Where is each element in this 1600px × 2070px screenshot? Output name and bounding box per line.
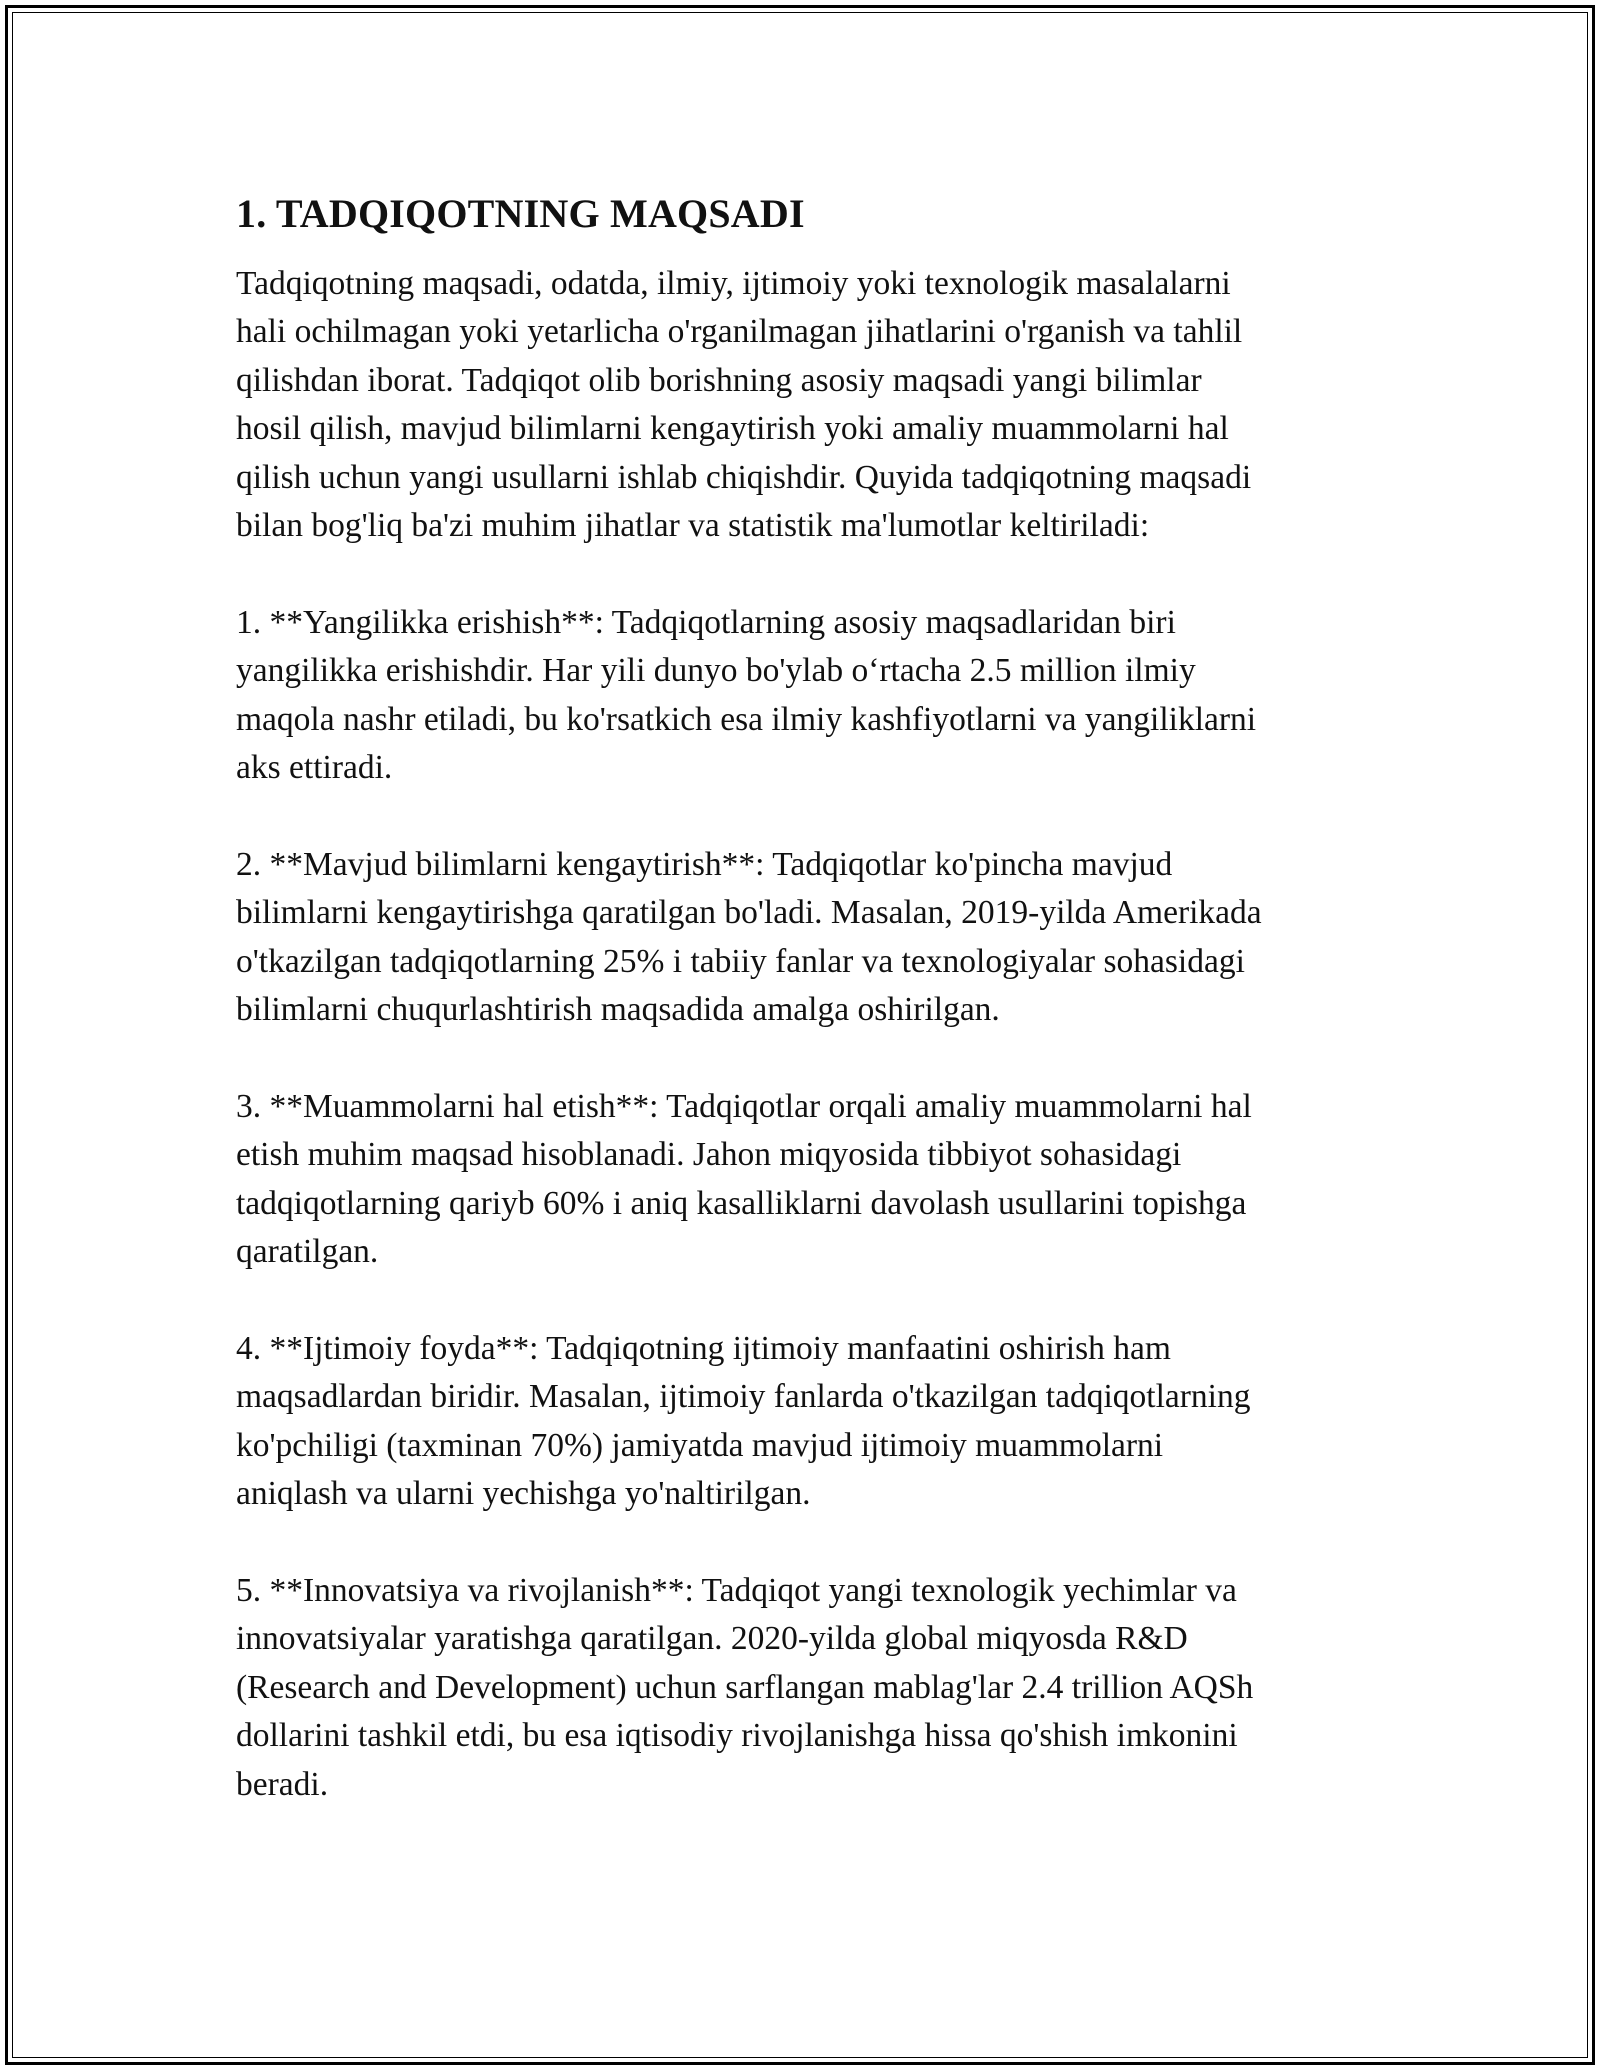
list-item: 3. **Muammolarni hal etish**: Tadqiqotlar orqali amaliy muammolarni hal etish muhim maqsad hisoblanadi. Jahon miqyosida tibbiyot sohasidagi tadqiqotlarning qariyb 60% i aniq kasalliklarni davolash usullarini topishga qaratilgan. xyxy=(236,1087,1252,1271)
document-title: 1. TADQIQOTNING MAQSADI xyxy=(236,191,805,236)
intro-paragraph: Tadqiqotning maqsadi, odatda, ilmiy, ijtimoiy yoki texnologik masalalarni hali ochilmagan yoki yetarlicha o'rganilmagan jihatlarini o'rganish va tahlil qilishdan iborat. Tadqiqot olib borishning asosiy maqsadi yangi bilimlar hosil qilish, mavjud bilimlarni kengaytirish yoki amaliy muammolarni hal qilish uchun yangi usullarni ishlab chiqishdir. Quyida tadqiqotning maqsadi bilan bog'liq ba'zi muhim jihatlar va statistik ma'lumotlar keltiriladi: xyxy=(236,265,1252,545)
document-body xyxy=(236,180,1371,1857)
list-item: 2. **Mavjud bilimlarni kengaytirish**: Tadqiqotlar ko'pincha mavjud bilimlarni kengaytirishga qaratilgan bo'ladi. Masalan, 2019-yilda Amerikada o'tkazilgan tadqiqotlarning 25% i tabiiy fanlar va texnologiyalar sohasidagi bilimlarni chuqurlashtirish maqsadida amalga oshirilgan. xyxy=(236,845,1262,1029)
list-item: 5. **Innovatsiya va rivojlanish**: Tadqiqot yangi texnologik yechimlar va innovatsiyalar yaratishga qaratilgan. 2020-yilda global miqyosda R&D (Research and Development) uchun sarflangan mablag'lar 2.4 trillion AQSh dollarini tashkil etdi, bu esa iqtisodiy rivojlanishga hissa qo'shish imkonini beradi. xyxy=(236,1571,1254,1803)
list-item: 4. **Ijtimoiy foyda**: Tadqiqotning ijtimoiy manfaatini oshirish ham maqsadlardan biridir. Masalan, ijtimoiy fanlarda o'tkazilgan tadqiqotlarning ko'pchiligi (taxminan 70%) jamiyatda mavjud ijtimoiy muammolarni aniqlash va ularni yechishga yo'naltirilgan. xyxy=(236,1329,1251,1513)
list-item: 1. **Yangilikka erishish**: Tadqiqotlarning asosiy maqsadlaridan biri yangilikka erishishdir. Har yili dunyo bo'ylab o‘rtacha 2.5 million ilmiy maqola nashr etiladi, bu ko'rsatkich esa ilmiy kashfiyotlarni va yangiliklarni aks ettiradi. xyxy=(236,603,1257,787)
